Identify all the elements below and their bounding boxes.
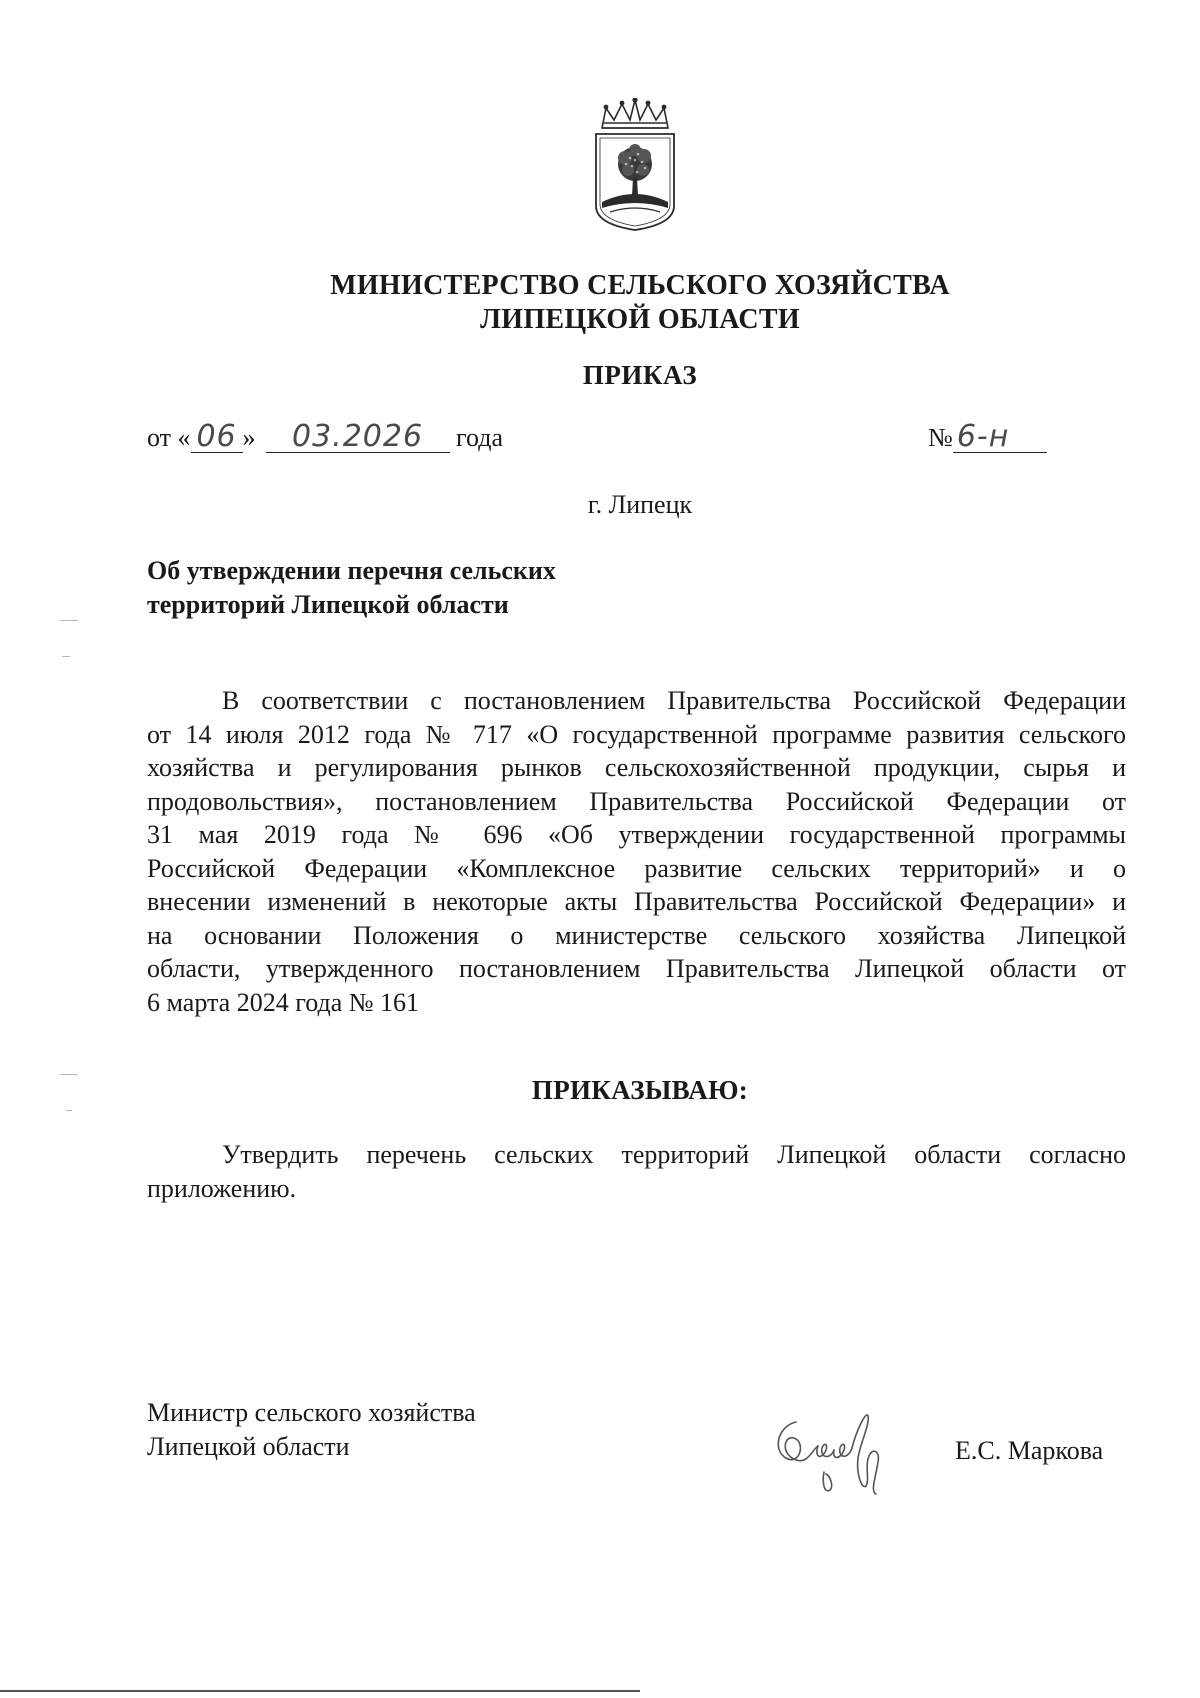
subject-line1: Об утверждении перечня сельских (147, 556, 556, 585)
resolution-line1: Утвердить перечень сельских территорий Липецкой области согласно (222, 1140, 1126, 1169)
preamble-line: продовольствия», постановлением Правительства Российской Федерации от (147, 786, 1126, 816)
signer-title (147, 1396, 476, 1464)
date-day-field (191, 419, 243, 454)
document-number-line (928, 419, 1047, 454)
document-type-title: ПРИКАЗ (582, 360, 698, 390)
resolution-heading: ПРИКАЗЫВАЮ: (531, 1075, 749, 1105)
preamble-line: 31 мая 2019 года № 696 «Об утверждении государственной программы (147, 820, 1126, 849)
document-subject (147, 554, 556, 622)
number-prefix: № (928, 423, 953, 452)
date-day-close: » (242, 423, 256, 452)
preamble-line: от 14 июля 2012 года № 717 «О государственной программе развития сельского (147, 719, 1126, 749)
date-month-year-field (266, 419, 450, 454)
ministry-name-line2: ЛИПЕЦКОЙ ОБЛАСТИ (480, 304, 800, 335)
city-name: г. Липецк (587, 490, 693, 519)
subject-line2: территорий Липецкой области (147, 590, 509, 619)
date-suffix: года (456, 423, 504, 452)
preamble-line: хозяйства и регулирования рынков сельскохозяйственной продукции, сырья и (147, 753, 1126, 782)
date-prefix: от « (147, 423, 191, 452)
preamble-line: 6 марта 2024 года № 161 (147, 987, 420, 1017)
scan-edge-line (0, 1690, 640, 1692)
handwritten-signature-icon (766, 1402, 906, 1502)
document-number-field (953, 419, 1047, 454)
preamble-line: области, утвержденного постановлением Правительства Липецкой области от (147, 954, 1126, 983)
preamble-line: Российской Федерации «Комплексное развитие сельских территорий» и о (147, 853, 1126, 883)
date-month-year-value: 03.2026 (292, 419, 424, 454)
signer-name: Е.С. Маркова (955, 1436, 1104, 1465)
date-line (147, 419, 504, 454)
signer-title-line1: Министр сельского хозяйства (147, 1398, 476, 1427)
scan-artifact (62, 656, 70, 657)
scan-artifact (66, 1110, 72, 1111)
resolution-paragraph (147, 1138, 1126, 1206)
preamble-paragraph (147, 684, 1126, 1019)
document-number-value: 6-н (956, 419, 1010, 454)
date-day-value: 06 (196, 419, 237, 454)
preamble-line: на основании Положения о министерстве сельского хозяйства Липецкой (147, 920, 1126, 950)
preamble-line: внесении изменений в некоторые акты Правительства Российской Федерации» и (147, 887, 1126, 916)
scan-artifact (60, 620, 78, 621)
resolution-line2: приложению. (147, 1174, 297, 1203)
signer-title-line2: Липецкой области (147, 1432, 350, 1461)
ministry-name-line1: МИНИСТЕРСТВО СЕЛЬСКОГО ХОЗЯЙСТВА (330, 270, 950, 301)
preamble-line: В соответствии с постановлением Правительства Российской Федерации (222, 686, 1126, 715)
scan-artifact (60, 1074, 78, 1075)
lipetsk-coat-of-arms-icon (592, 98, 678, 232)
